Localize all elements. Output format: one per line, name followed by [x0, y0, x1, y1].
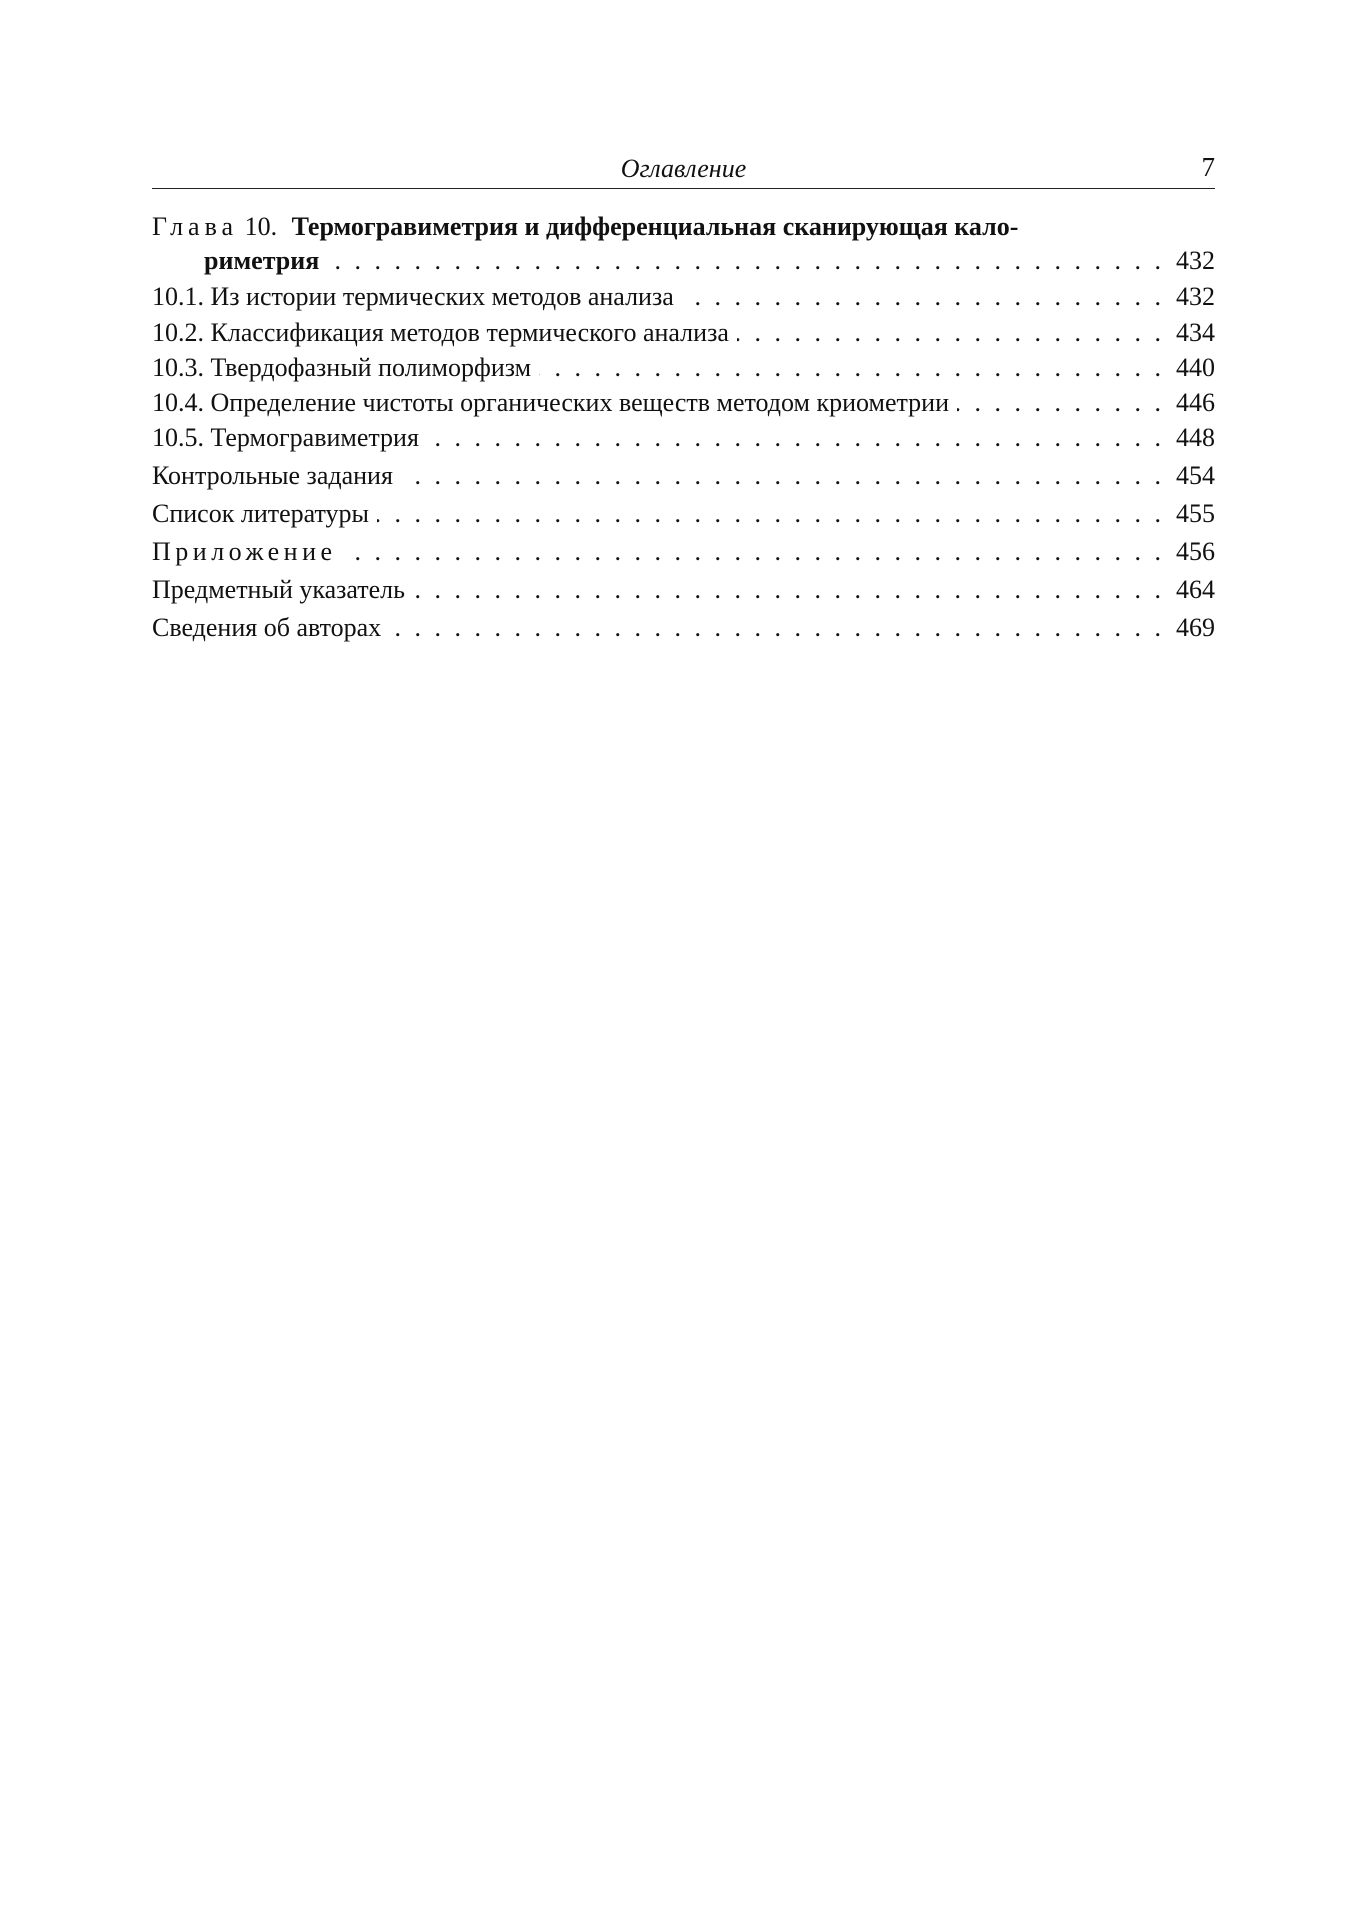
toc-entry-back-matter[interactable] — [152, 497, 1215, 531]
toc-entry-section[interactable] — [152, 280, 1215, 314]
chapter-number: 10. — [244, 212, 278, 241]
toc-entry-label: Контрольные задания — [152, 461, 393, 490]
toc-entry-label: 10.4. Определение чистоты органических веществ методом криометрии — [152, 388, 950, 417]
toc-page-number: 464 — [1176, 575, 1215, 604]
toc-page-number: 432 — [1176, 282, 1215, 311]
toc-entry-back-matter[interactable] — [152, 535, 1215, 569]
toc-entry-section[interactable] — [152, 386, 1215, 420]
toc-entry-label: 10.2. Классификация методов термического анализа — [152, 318, 729, 347]
toc-entry-section[interactable] — [152, 351, 1215, 385]
toc-entry-label: 10.1. Из истории термических методов анализа — [152, 282, 674, 311]
chapter-prefix: Глава — [152, 212, 239, 241]
toc-entry-label: Предметный указатель — [152, 575, 406, 604]
dot-leader — [327, 244, 1161, 278]
toc-page-number: 469 — [1176, 613, 1215, 642]
toc-page-number: 446 — [1176, 388, 1215, 417]
toc-page-number: 448 — [1176, 423, 1215, 452]
toc-entry-back-matter[interactable] — [152, 573, 1215, 607]
toc-page-number: 432 — [1176, 246, 1215, 275]
dot-leader — [539, 351, 1161, 385]
dot-leader — [682, 280, 1161, 314]
toc-page-number: 456 — [1176, 537, 1215, 566]
toc-page-number: 454 — [1176, 461, 1215, 490]
chapter-heading — [152, 210, 1018, 244]
chapter-title-line1: Термогравиметрия и дифференциальная сканирующая кало- — [291, 212, 1019, 241]
dot-leader — [427, 421, 1161, 455]
dot-leader — [401, 459, 1161, 493]
toc-entry-label: 10.3. Твердофазный полиморфизм — [152, 353, 532, 382]
dot-leader — [345, 535, 1161, 569]
toc-page-number: 434 — [1176, 318, 1215, 347]
toc-entry-section[interactable] — [152, 421, 1215, 455]
dot-leader — [389, 611, 1161, 645]
running-header — [152, 150, 1215, 189]
dot-leader — [957, 386, 1161, 420]
toc-entry-chapter[interactable] — [204, 244, 1215, 278]
page-number: 7 — [1201, 152, 1215, 182]
dot-leader — [737, 316, 1161, 350]
toc-entry-label: Список литературы — [152, 499, 369, 528]
toc-entry-back-matter[interactable] — [152, 459, 1215, 493]
toc-page-number: 455 — [1176, 499, 1215, 528]
toc-entry-label: Приложение — [152, 537, 337, 566]
dot-leader — [413, 573, 1161, 607]
chapter-title-line2: риметрия — [204, 246, 320, 275]
toc-entry-back-matter[interactable] — [152, 611, 1215, 645]
running-title: Оглавление — [620, 154, 747, 183]
toc-entry-label: 10.5. Термогравиметрия — [152, 423, 419, 452]
toc-entry-label: Сведения об авторах — [152, 613, 382, 642]
toc-entry-section[interactable] — [152, 316, 1215, 350]
dot-leader — [377, 497, 1161, 531]
toc-page-number: 440 — [1176, 353, 1215, 382]
